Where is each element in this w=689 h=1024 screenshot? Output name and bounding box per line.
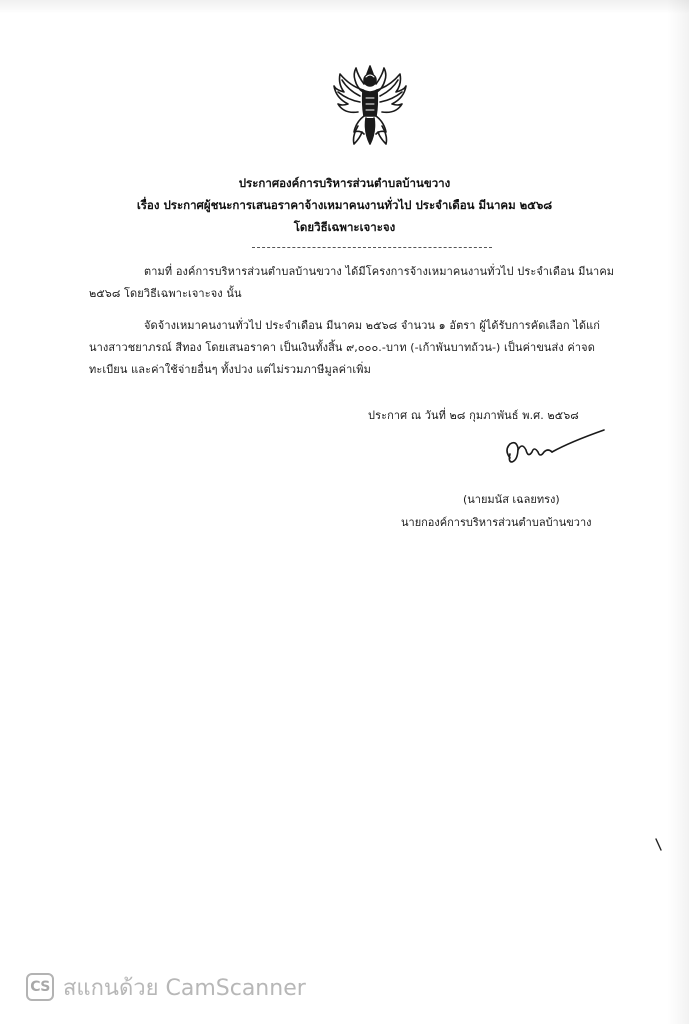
paragraph-2-line-2: นางสาวชยาภรณ์ สีทอง โดยเสนอราคา เป็นเงินทั้งสิ้น ๙,๐๐๐.-บาท (-เก้าพันบาทถ้วน-) เป็นค่าขนส่ง ค่าจด [89, 341, 595, 354]
paragraph-1-line-2: ๒๕๖๘ โดยวิธีเฉพาะเจาะจง นั้น [89, 287, 242, 300]
camscanner-watermark [26, 972, 306, 1002]
garuda-emblem-icon [330, 60, 410, 150]
announcement-subject: เรื่อง ประกาศผู้ชนะการเสนอราคาจ้างเหมาคนงานทั่วไป ประจำเดือน มีนาคม ๒๕๖๘ [136, 198, 553, 212]
header-divider [252, 247, 492, 248]
paragraph-2-line-1: จัดจ้างเหมาคนงานทั่วไป ประจำเดือน มีนาคม ๒๕๖๘ จำนวน ๑ อัตรา ผู้ได้รับการคัดเลือก ได้แก่ [144, 319, 601, 332]
scan-top-shadow [0, 0, 689, 14]
procurement-method: โดยวิธีเฉพาะเจาะจง [293, 220, 396, 234]
announcement-date: ประกาศ ณ วันที่ ๒๘ กุมภาพันธ์ พ.ศ. ๒๕๖๘ [368, 409, 579, 422]
signer-position: นายกองค์การบริหารส่วนตำบลบ้านขวาง [401, 516, 592, 529]
announcement-title: ประกาศองค์การบริหารส่วนตำบลบ้านขวาง [238, 176, 451, 190]
camscanner-logo-icon: CS [26, 973, 54, 1001]
scan-edge-shadow [667, 0, 689, 1024]
watermark-text: สแกนด้วย CamScanner [63, 975, 306, 1001]
paragraph-1-line-1: ตามที่ องค์การบริหารส่วนตำบลบ้านขวาง ได้มีโครงการจ้างเหมาคนงานทั่วไป ประจำเดือน มีนาคม [144, 265, 615, 278]
handwritten-signature [500, 428, 612, 474]
signer-name: (นายมนัส เฉลยทรง) [463, 493, 560, 506]
paragraph-2-line-3: ทะเบียน และค่าใช้จ่ายอื่นๆ ทั้งปวง แต่ไม่รวมภาษีมูลค่าเพิ่ม [89, 363, 371, 376]
scan-artifact-mark [655, 838, 663, 852]
